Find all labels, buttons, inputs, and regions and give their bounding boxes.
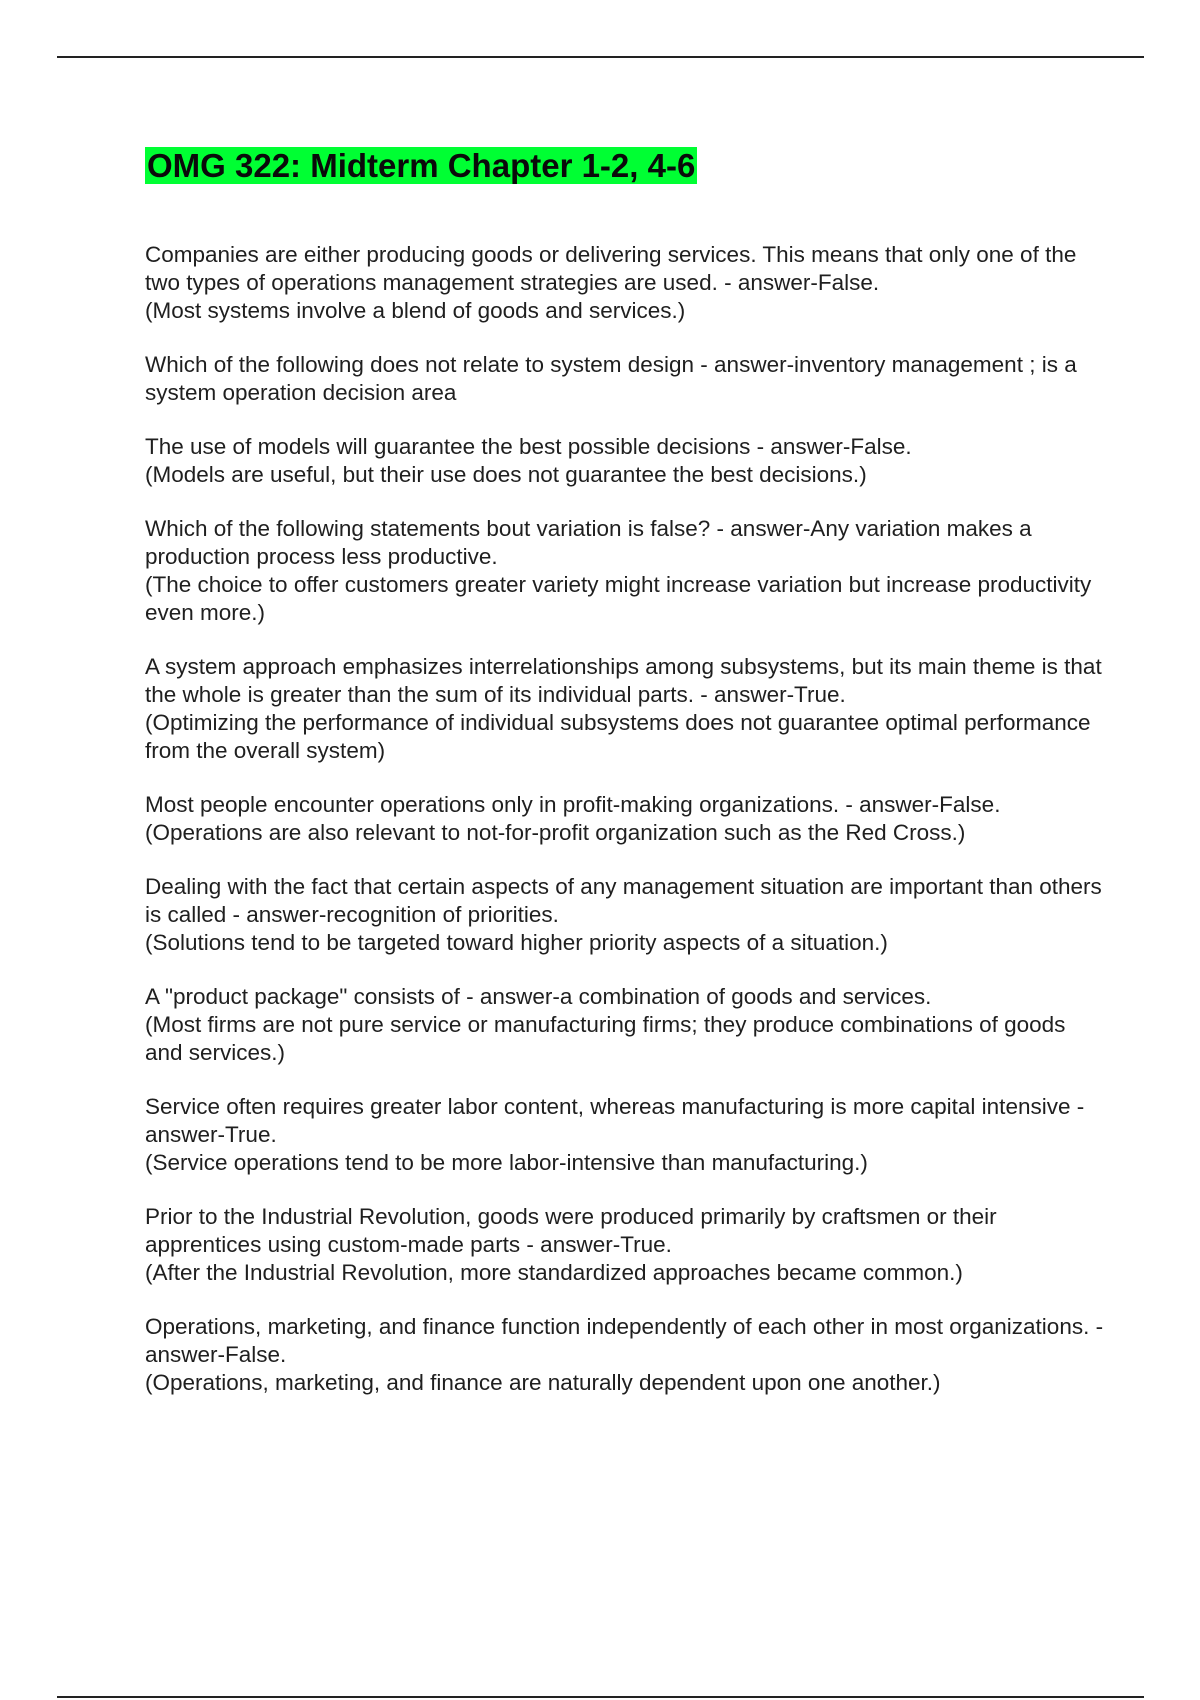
explanation-text: (The choice to offer customers greater variety might increase variation but increase productivity even more.) [145, 572, 1092, 625]
question-text: A system approach emphasizes interrelationships among subsystems, but its main theme is that the whole is greater than the sum of its individual parts. - answer-True. [145, 654, 1102, 707]
footer-rule [57, 1696, 1144, 1698]
explanation-text: (Most firms are not pure service or manufacturing firms; they produce combinations of goods and services.) [145, 1012, 1066, 1065]
question-text: Most people encounter operations only in profit-making organizations. - answer-False. [145, 792, 1001, 817]
explanation-text: (Service operations tend to be more labor-intensive than manufacturing.) [145, 1150, 868, 1175]
question-text: Which of the following does not relate to system design - answer-inventory management ; is a system operation decision area [145, 352, 1077, 405]
qa-item [145, 791, 1105, 847]
qa-item [145, 1203, 1105, 1287]
question-answer-list [145, 241, 1105, 1423]
qa-item [145, 515, 1105, 627]
qa-item [145, 241, 1105, 325]
qa-item [145, 653, 1105, 765]
question-text: The use of models will guarantee the best possible decisions - answer-False. [145, 434, 912, 459]
explanation-text: (Most systems involve a blend of goods and services.) [145, 298, 686, 323]
header-rule [57, 56, 1144, 58]
question-text: Dealing with the fact that certain aspects of any management situation are important than others is called - answer-recognition of priorities. [145, 874, 1102, 927]
explanation-text: (Models are useful, but their use does not guarantee the best decisions.) [145, 462, 867, 487]
qa-item [145, 983, 1105, 1067]
explanation-text: (Optimizing the performance of individual subsystems does not guarantee optimal performance from the overall system) [145, 710, 1091, 763]
explanation-text: (Operations are also relevant to not-for-profit organization such as the Red Cross.) [145, 820, 966, 845]
explanation-text: (After the Industrial Revolution, more standardized approaches became common.) [145, 1260, 963, 1285]
question-text: Prior to the Industrial Revolution, goods were produced primarily by craftsmen or their apprentices using custom-made parts - answer-True. [145, 1204, 997, 1257]
qa-item [145, 1313, 1105, 1397]
qa-item [145, 1093, 1105, 1177]
question-text: A "product package" consists of - answer-a combination of goods and services. [145, 984, 932, 1009]
explanation-text: (Solutions tend to be targeted toward higher priority aspects of a situation.) [145, 930, 888, 955]
explanation-text: (Operations, marketing, and finance are naturally dependent upon one another.) [145, 1370, 941, 1395]
page-title-text: OMG 322: Midterm Chapter 1-2, 4-6 [147, 147, 696, 184]
question-text: Which of the following statements bout variation is false? - answer-Any variation makes a production process less productive. [145, 516, 1032, 569]
qa-item [145, 433, 1105, 489]
question-text: Operations, marketing, and finance function independently of each other in most organizations. - answer-False. [145, 1314, 1104, 1367]
question-text: Companies are either producing goods or delivering services. This means that only one of the two types of operations management strategies are used. - answer-False. [145, 242, 1077, 295]
question-text: Service often requires greater labor content, whereas manufacturing is more capital intensive - answer-True. [145, 1094, 1085, 1147]
page-title [145, 144, 697, 188]
qa-item [145, 351, 1105, 407]
qa-item [145, 873, 1105, 957]
